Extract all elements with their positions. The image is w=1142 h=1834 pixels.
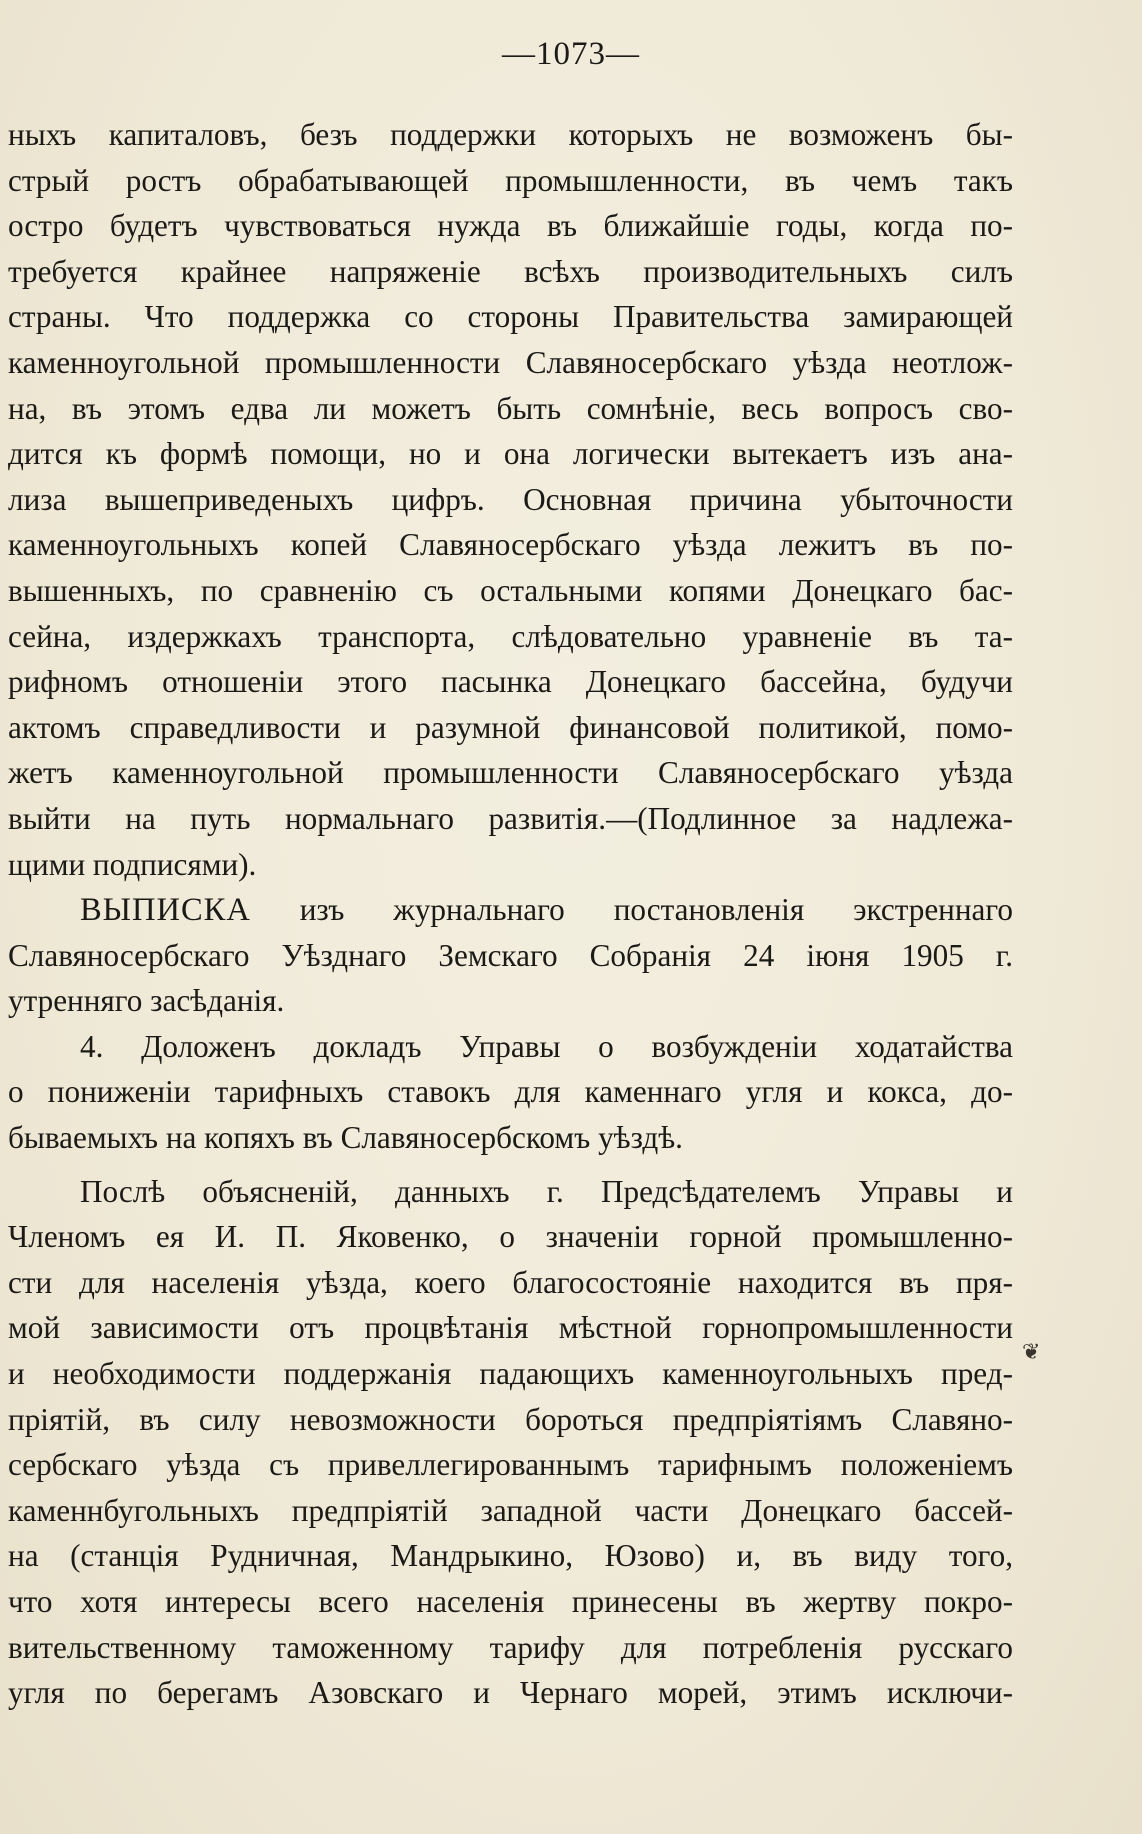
paragraph [8,1024,1013,1161]
text-line: бываемыхъ на копяхъ въ Славяносербскомъ уѣздѣ. [8,1120,683,1156]
text-fragment: изъ журнальнаго постановленія экстреннаго [250,892,1013,928]
text-line: сербскаго уѣзда съ привеллегированнымъ тарифнымъ положеніемъ [8,1447,1013,1483]
text-line: на (станція Рудничная, Мандрыкино, Юзово) и, въ виду того, [8,1538,1013,1574]
paragraph [8,112,1013,887]
text-line: ныхъ капиталовъ, безъ поддержки которыхъ не возможенъ бы- [8,117,1013,152]
excerpt-paragraph [8,887,1013,1024]
text-line: сти для населенія уѣзда, коего благосостояніе находится въ пря- [8,1264,1013,1300]
text-line: вышенныхъ, по сравненію съ остальными копями Донецкаго бас- [8,572,1013,608]
text-line: Послѣ объясненій, данныхъ г. Предсѣдателемъ Управы и [80,1173,1013,1209]
text-line: Членомъ ея И. П. Яковенко, о значеніи горной промышленно- [8,1219,1013,1255]
text-line: утренняго засѣданія. [8,983,285,1019]
paragraph [8,1169,1013,1716]
text-line: Славяносербскаго Уѣзднаго Земскаго Собранія 24 іюня 1905 г. [8,937,1013,973]
text-line: сейна, издержкахъ транспорта, слѣдовательно уравненіе въ та- [8,618,1013,654]
text-line: щими подписями). [8,846,257,882]
text-line: выйти на путь нормальнаго развитія.—(Подлинное за надлежа- [8,800,1013,836]
text-line: остро будетъ чувствоваться нужда въ ближайшіе годы, когда по- [8,208,1013,244]
text-line: страны. Что поддержка со стороны Правительства замирающей [8,299,1013,335]
page-number: —1073— [502,36,640,72]
text-line: рифномъ отношеніи этого пасынка Донецкаго бассейна, будучи [8,664,1013,700]
text-line: на, въ этомъ едва ли можетъ быть сомнѣніе, весь вопросъ сво- [8,390,1013,426]
text-line: 4. Доложенъ докладъ Управы о возбужденіи ходатайства [80,1028,1013,1064]
text-line: мой зависимости отъ процвѣтанія мѣстной горнопромышленности [8,1310,1013,1346]
text-line: каменноугольныхъ копей Славяносербскаго уѣзда лежитъ въ по- [8,527,1013,563]
excerpt-heading: ВЫПИСКА [80,892,251,929]
text-line: дится къ формѣ помощи, но и она логически вытекаетъ изъ ана- [8,436,1013,472]
text-line: лиза вышеприведеныхъ цифръ. Основная причина убыточности [8,481,1013,517]
text-line: требуется крайнее напряженіе всѣхъ производительныхъ силъ [8,253,1013,289]
text-line: что хотя интересы всего населенія принесены въ жертву покро- [8,1584,1013,1619]
text-line: о пониженіи тарифныхъ ставокъ для каменнаго угля и кокса, до- [8,1074,1013,1110]
text-line: вительственному таможенному тарифу для потребленія русскаго [8,1629,1013,1665]
text-line: каменноугольной промышленности Славяносербскаго уѣзда неотлож- [8,344,1013,380]
text-line: жетъ каменноугольной промышленности Славяносербскаго уѣзда [8,755,1013,791]
body-text [8,112,1013,1716]
text-line: угля по берегамъ Азовскаго и Чернаго морей, этимъ исключи- [8,1675,1013,1711]
text-line: стрый ростъ обрабатывающей промышленности, въ чемъ такъ [8,162,1013,198]
text-line: пріятій, въ силу невозможности бороться предпріятіямъ Славяно- [8,1401,1013,1437]
margin-mark-icon: ❦ [1022,1340,1041,1365]
text-line: актомъ справедливости и разумной финансовой политикой, помо- [8,709,1013,745]
text-line: и необходимости поддержанія падающихъ каменноугольныхъ пред- [8,1356,1013,1392]
text-line: каменнбугольныхъ предпріятій западной части Донецкаго бассей- [8,1492,1013,1528]
text-line [8,887,1013,933]
